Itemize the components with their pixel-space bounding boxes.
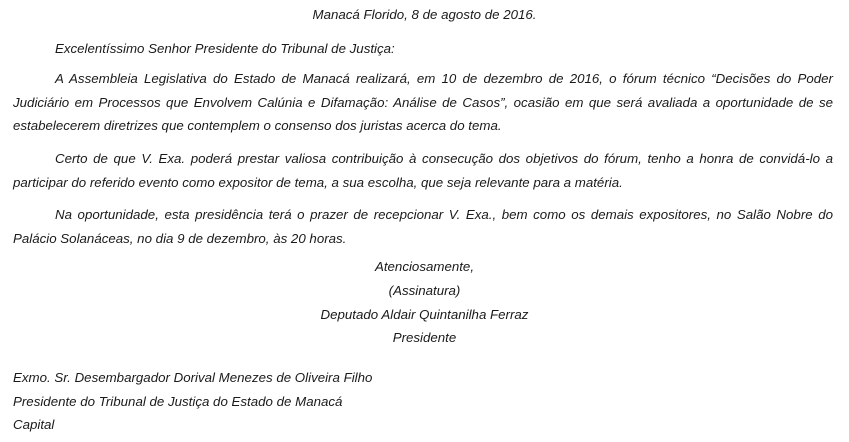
addressee-name: Exmo. Sr. Desembargador Dorival Menezes de Oliveira Filho xyxy=(13,370,373,385)
paragraph-event-announcement: A Assembleia Legislativa do Estado de Manacá realizará, em 10 de dezembro de 2016, o fórum técnico “Decisões do Poder Judiciário em Processos que Envolvem Calúnia e Difamação: Análise de Casos”, ocasião em que será avaliada a oportunidade de se estabelecerem diretrizes que contemplem o consenso dos juristas acerca do tema. xyxy=(13,71,833,133)
addressee-position: Presidente do Tribunal de Justiça do Estado de Manacá xyxy=(13,394,343,409)
signer-name: Deputado Aldair Quintanilha Ferraz xyxy=(320,307,529,322)
addressee-location: Capital xyxy=(13,417,55,432)
signature-placeholder: (Assinatura) xyxy=(388,283,461,298)
paragraph-invitation: Certo de que V. Exa. poderá prestar valiosa contribuição à consecução dos objetivos do fórum, tenho a honra de convidá-lo a participar do referido evento como expositor de tema, a sua escolha, que seja relevante para a matéria. xyxy=(13,151,833,190)
complimentary-close: Atenciosamente, xyxy=(374,259,475,274)
salutation: Excelentíssimo Senhor Presidente do Tribunal de Justiça: xyxy=(55,41,395,56)
paragraph-reception: Na oportunidade, esta presidência terá o prazer de recepcionar V. Exa., bem como os demais expositores, no Salão Nobre do Palácio Solanáceas, no dia 9 de dezembro, às 20 horas. xyxy=(13,207,833,246)
signer-title: Presidente xyxy=(392,330,457,345)
date-line: Manacá Florido, 8 de agosto de 2016. xyxy=(312,7,537,22)
